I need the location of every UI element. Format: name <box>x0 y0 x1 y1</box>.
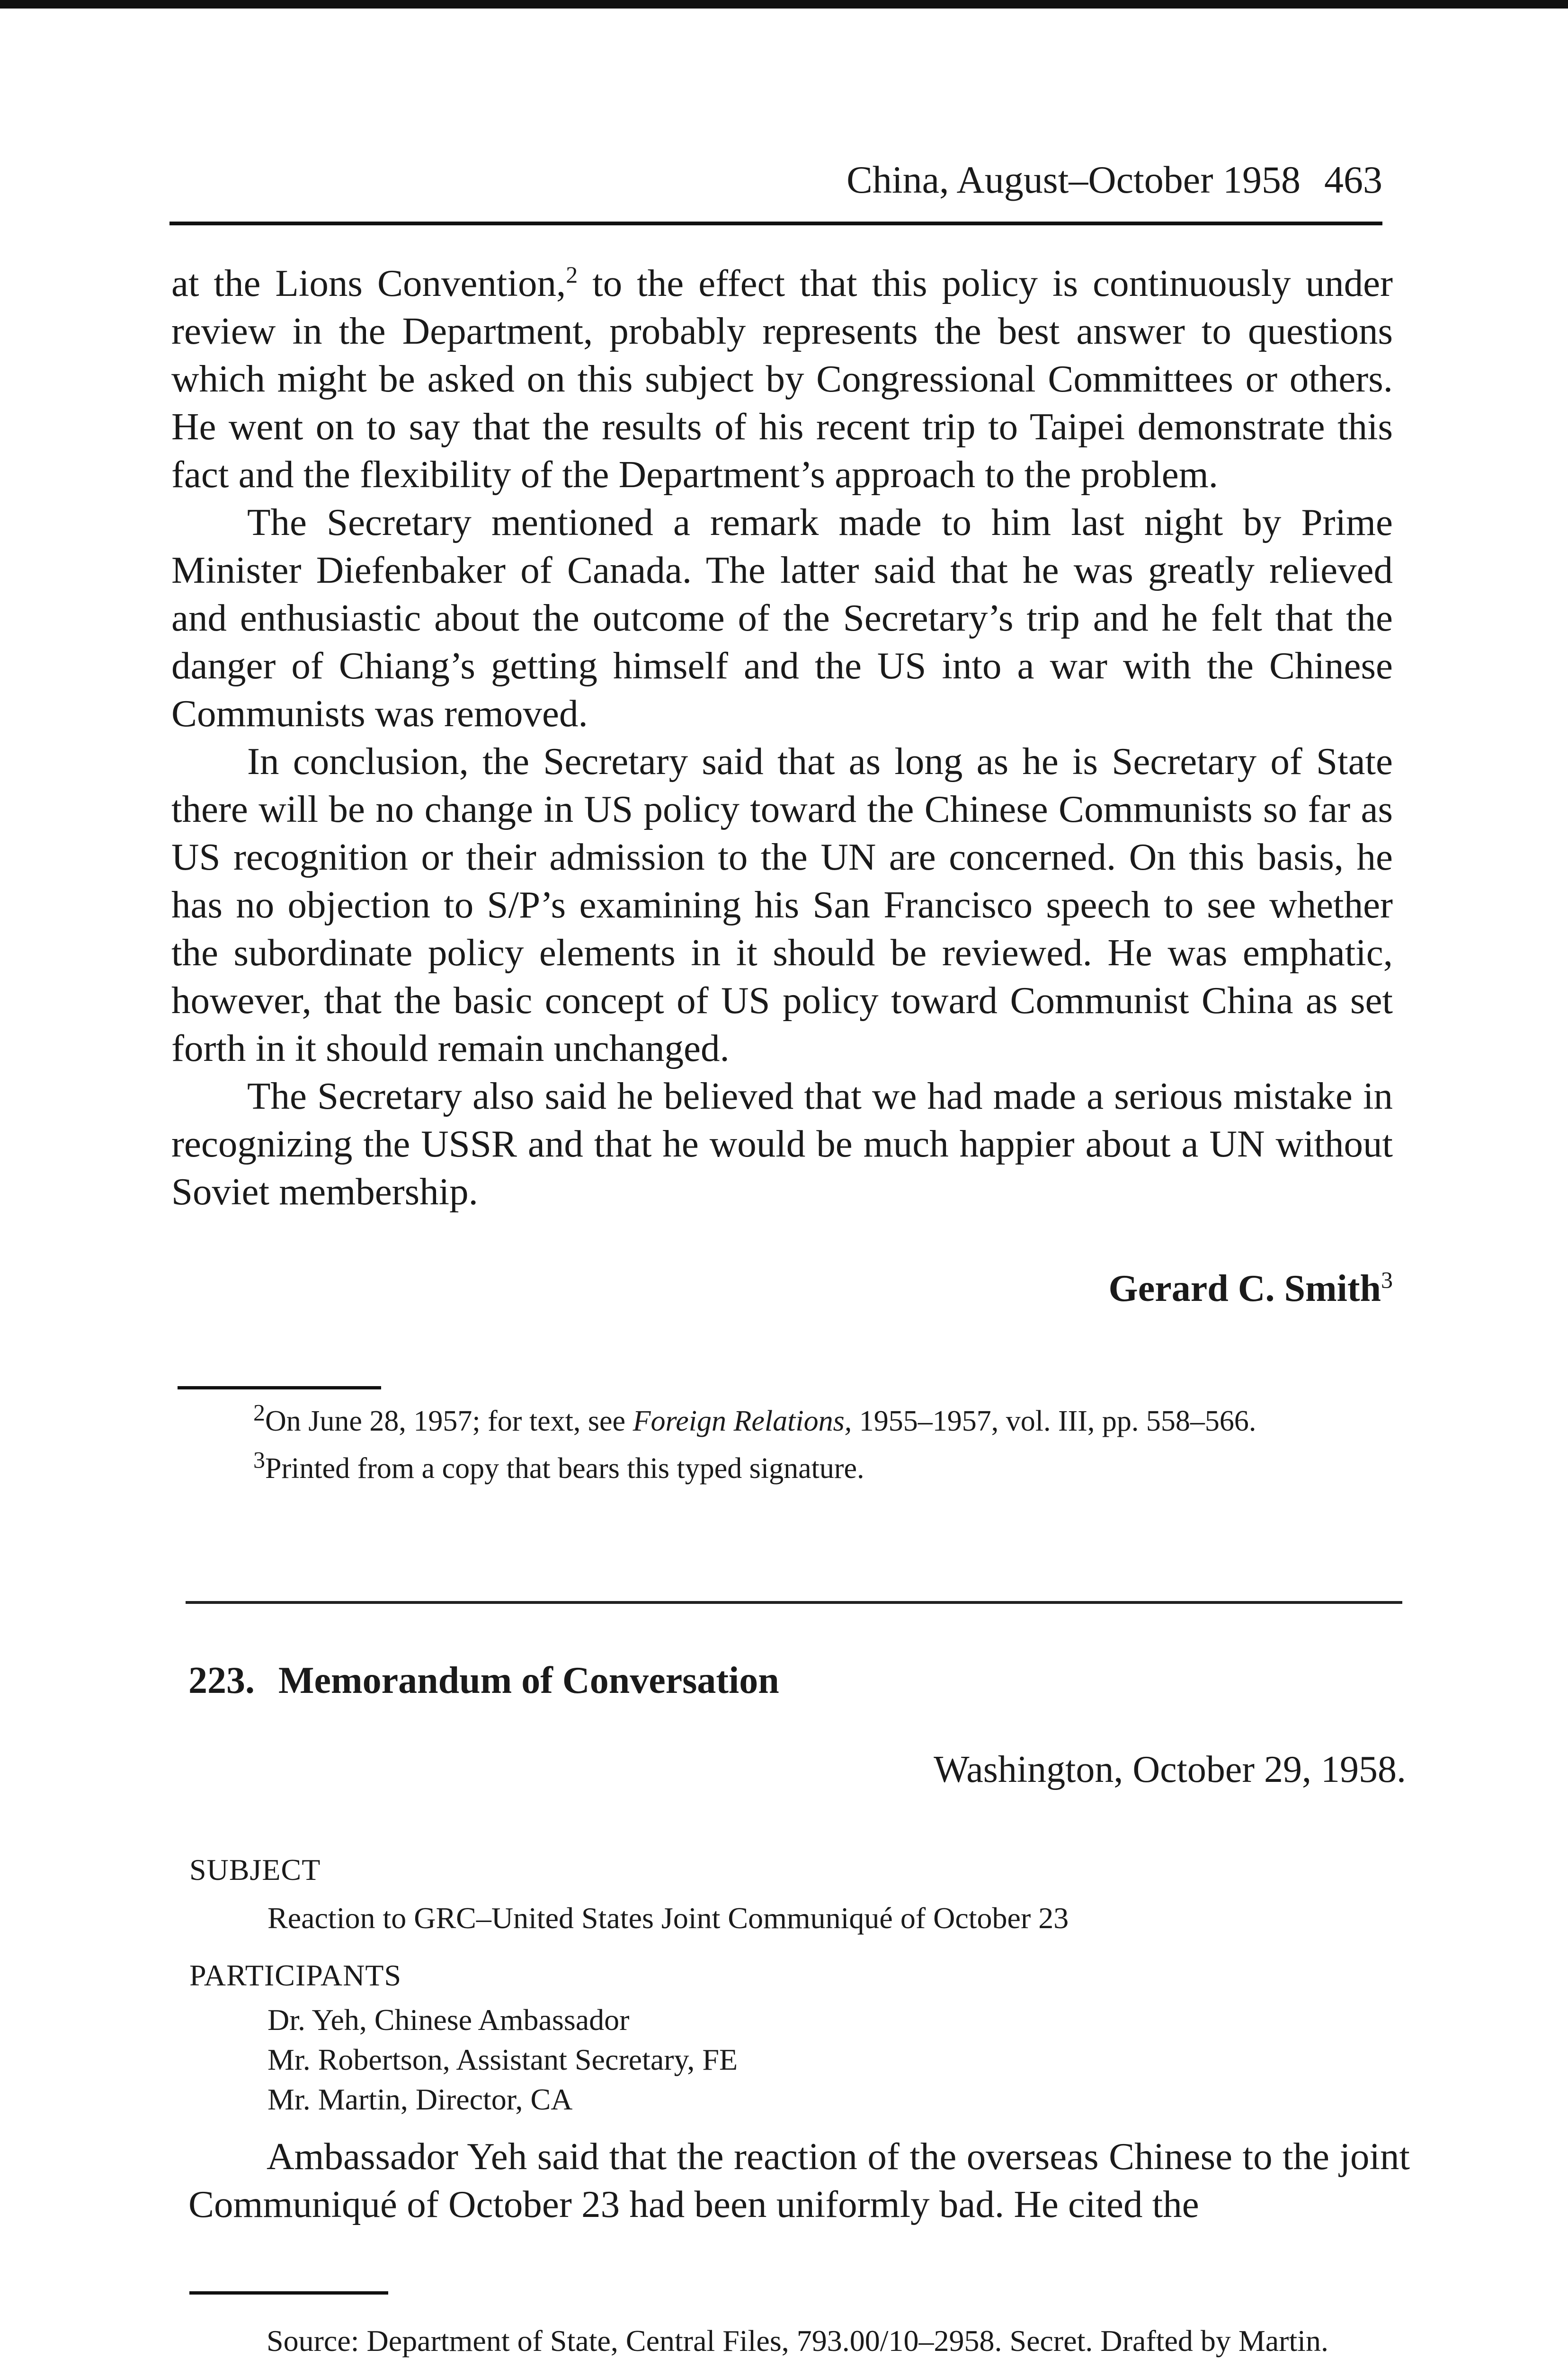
running-head <box>180 156 1382 204</box>
footnote-text: Printed from a copy that bears this typed signature. <box>265 1452 864 1485</box>
subject-text: Reaction to GRC–United States Joint Communiqué of October 23 <box>267 1901 1069 1935</box>
place-date: Washington, October 29, 1958. <box>934 1749 1406 1790</box>
body-text <box>171 259 1393 1216</box>
participants-label: PARTICIPANTS <box>189 1958 402 1992</box>
footnote-ref-3: 3 <box>1381 1266 1393 1293</box>
signature-name: Gerard C. Smith <box>1108 1268 1381 1309</box>
document-heading <box>188 1657 779 1704</box>
source-note: Source: Department of State, Central Files, 793.00/10–2958. Secret. Drafted by Martin. <box>267 2324 1329 2358</box>
paragraph-4: The Secretary also said he believed that we had made a serious mistake in recognizing the USSR and that he would be much happier about a UN without Soviet membership. <box>171 1075 1393 1213</box>
paragraph-1-start: at the Lions Convention, <box>171 262 566 304</box>
participant: Mr. Robertson, Assistant Secretary, FE <box>267 2043 738 2076</box>
participants-list <box>267 2000 738 2119</box>
footnote-text-end: 1955–1957, vol. III, pp. 558–566. <box>852 1405 1256 1437</box>
footnote-3 <box>253 1446 1390 1487</box>
paragraph-1 <box>171 259 1393 498</box>
running-title: China, August–October 1958 <box>846 158 1301 201</box>
paragraph-3: In conclusion, the Secretary said that as long as he is Secretary of State there will be no change in US policy toward the Chinese Communists so far as US recognition or their admission to the UN are concerned. On this basis, he has no objection to S/P’s examining his San Francisco speech to see whether the subordinate policy elements in it should be reviewed. He was emphatic, however, that the basic concept of US policy toward Communist China as set forth in it should remain unchanged. <box>171 740 1393 1069</box>
source-note-rule <box>189 2291 388 2295</box>
subject-label: SUBJECT <box>189 1853 321 1886</box>
document-number: 223. <box>188 1660 255 1701</box>
opening-paragraph: Ambassador Yeh said that the reaction of the overseas Chinese to the joint Communiqué of October 23 had been uniformly bad. He cited the <box>188 2135 1410 2225</box>
footnote-number: 3 <box>253 1446 265 1473</box>
participant: Mr. Martin, Director, CA <box>267 2082 573 2116</box>
page-number: 463 <box>1324 158 1382 201</box>
signature <box>171 1265 1393 1312</box>
paragraph-1-rest: to the effect that this policy is continuously under review in the Department, probably represents the best answer to questions which might be asked on this subject by Congressional Committees or others. He went on to say that the results of his recent trip to Taipei demonstrate this fact and the flexibility of the Department’s approach to the problem. <box>171 262 1393 496</box>
participant: Dr. Yeh, Chinese Ambassador <box>267 2003 630 2037</box>
footnote-text: On June 28, 1957; for text, see <box>265 1405 633 1437</box>
footnote-2 <box>253 1399 1390 1440</box>
footnote-italic-title: Foreign Relations, <box>633 1405 852 1437</box>
footnote-number: 2 <box>253 1399 265 1426</box>
header-rule <box>169 222 1382 225</box>
footnote-rule <box>178 1386 381 1389</box>
document-title: Memorandum of Conversation <box>278 1660 779 1701</box>
section-divider <box>186 1601 1402 1604</box>
footnote-ref-2: 2 <box>566 261 578 288</box>
paragraph-2: The Secretary mentioned a remark made to him last night by Prime Minister Diefenbaker of Canada. The latter said that he was greatly relieved and enthusiastic about the outcome of the Secretary’s trip and he felt that the danger of Chiang’s getting himself and the US into a war with the Chinese Communists was removed. <box>171 501 1393 735</box>
page-top-border <box>0 0 1568 9</box>
